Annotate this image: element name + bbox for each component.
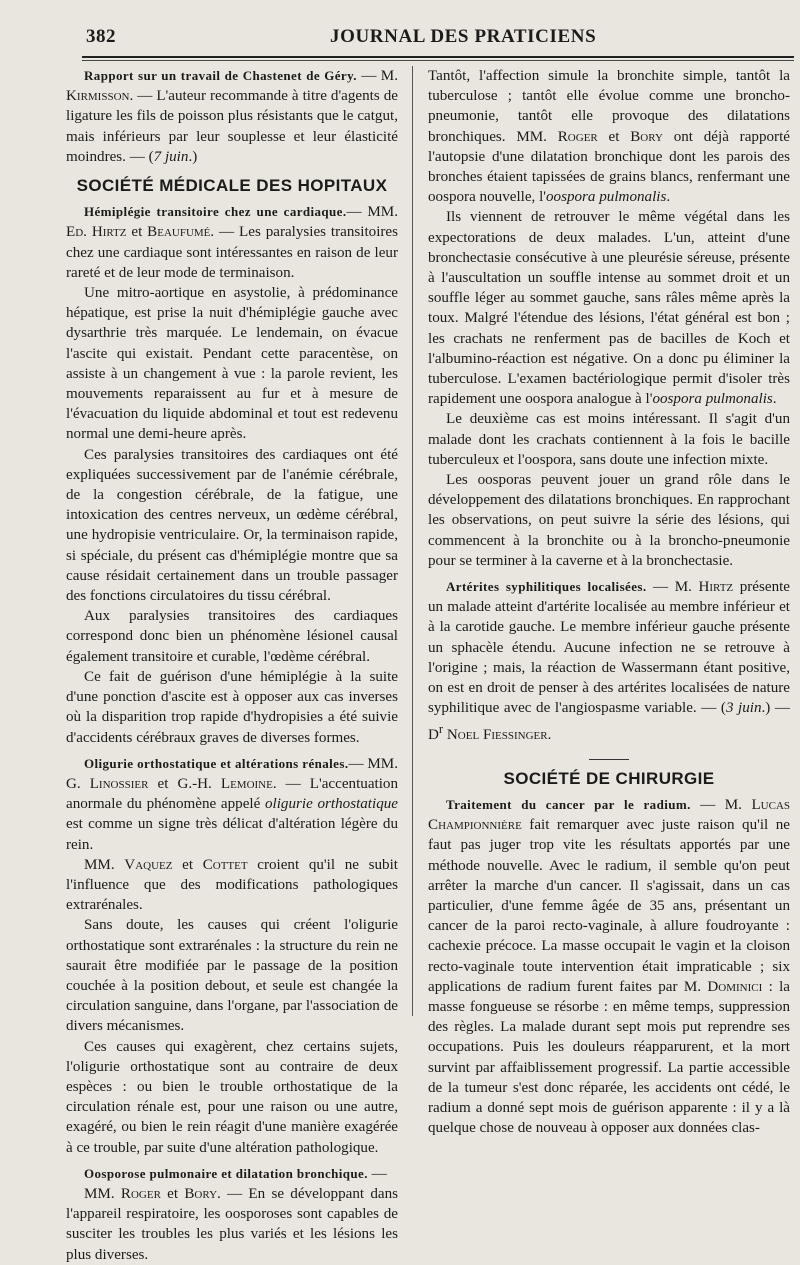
paragraph: Ce fait de guérison d'une hémiplégie à la suite d'une ponction d'ascite est à opposer aux cas inverses où la disparition trop rapide d'hydropisies a été suivie d'accidents cérébraux graves de diverses formes. <box>66 668 398 746</box>
text-span: Ils viennent de retrouver le même végétal dans les expectorations de deux malades. L'un, atteint d'une bronchectasie consécutive à une pleurésie séreuse, présente à l'auscultation un souffle intense au sommet droit et un souffle léger au sommet gauche, sans râles même après la toux. Malgré l'étendue des lésions, l'état général est bon ; les crachats ne renferment pas de bacilles de Koch et l'albumino-réaction est négative. On a donc pu éliminer la tuberculose. L'examen bactériologique permit d'isoler très rapidement une oospora analogue à l' <box>428 209 790 408</box>
text-span: .) <box>188 148 198 165</box>
right-column <box>428 66 790 1138</box>
article-title: Traitement du cancer par le radium. <box>446 796 691 812</box>
author-name: Roger <box>120 1185 161 1202</box>
paragraph: Les oosporas peuvent jouer un grand rôle dans le développement des dilatations bronchiques. En rapprochant les observations, on peut suivre la série des lésions, qui commencent à la bronchite ou à la broncho-pneumonie pour se terminer à la caverne et à la bronchectasie. <box>428 472 790 569</box>
paragraph <box>428 66 790 207</box>
article-cancer <box>428 795 790 1138</box>
section-rule <box>589 759 629 760</box>
paragraph <box>66 855 398 916</box>
paragraph: Ces causes qui exagèrent, chez certains sujets, l'oligurie orthostatique sont au contraire de deux espèces : ou bien le trouble orthostatique de la circulation rénale est, pour une raison ou une autre, exagéré, ou bien le rein réagit d'une manière exagérée à ce trouble, par suite d'une altération pathologique. <box>66 1038 398 1156</box>
text-span: . <box>666 189 671 206</box>
author-name: Kirmisson <box>66 88 130 105</box>
article-arterites <box>428 577 790 745</box>
article-oligurie <box>66 754 398 855</box>
text-span: — M. <box>356 68 398 84</box>
article-oosporose <box>66 1164 398 1184</box>
section-heading: SOCIÉTÉ DE CHIRURGIE <box>503 768 715 788</box>
author-name: G.-H. Lemoine <box>177 775 273 792</box>
header-rule <box>82 56 794 58</box>
text-span: et <box>172 856 203 873</box>
italic-term: oospora pulmonalis <box>652 391 773 408</box>
text-span: ont déjà rapporté l'autopsie d'une dilatation bronchique dont les parois des bronches étaient tapissées de grains blancs, renfermant une oospora nouvelle, l' <box>428 128 790 206</box>
author-name: Bory <box>184 1185 218 1202</box>
paragraph: Une mitro-aortique en asystolie, à prédominance hépatique, est prise la nuit d'hémiplégie gauche avec dysarthrie très marquée. Le lendemain, on évacue l'ascite qui existait. Pendant cette paracentèse, on assiste à un changement à vue : la parole revient, les mouvements reparaissent au fur et à mesure de l'évacuation du liquide abdominal et tout est redevenu normal une demi-heure après. <box>66 285 398 443</box>
author-name: Cottet <box>202 856 248 873</box>
article-text: est comme un signe très délicat d'altération légère du rein. <box>66 816 398 853</box>
author-name: Lucas Championnière <box>428 796 790 834</box>
author-name: Vaquez <box>124 856 173 873</box>
text-span: MM. <box>84 1185 121 1202</box>
paragraph: Ces paralysies transitoires des cardiaques ont été expliquées successivement par de l'anémie cérébrale, de la congestion cérébrale, de la fatigue, une intoxication des centres nerveux, un œdème cérébral, une hydropisie ventriculaire. Or, la terminaison rapide, si spéciale, du présent cas d'hémiplégie montre que sa cause résidait certainement dans un trouble passager des fonctions circulatoires du tissu cérébral. <box>66 446 398 605</box>
italic-term: oospora pulmonalis <box>546 189 667 206</box>
article-text: fait remarquer avec juste raison qu'il ne faut pas juger trop vite les résultats apportés par une méthode nouvelle. Avec le radium, il semble qu'on peut arrêter la marche d'un cancer. Il s'agissait, dans un cas particulier, d'une femme âgée de 35 ans, présentant un cancer de la paroi recto-vaginale, à allure foudroyante : cachexie précoce. La masse occupait le vagin et la cloison recto-vaginale toute intervention était impraticable ; six applications de radium furent faites par M. <box>428 817 790 995</box>
article-title: Oosporose pulmonaire et dilatation bronchique. <box>84 1165 368 1181</box>
text-span: . <box>772 391 777 408</box>
section-heading: SOCIÉTÉ MÉDICALE DES HOPITAUX <box>76 176 388 196</box>
text-span: — MM. <box>348 755 398 772</box>
text-span: — MM. <box>346 204 399 221</box>
paragraph: Sans doute, les causes qui créent l'oligurie orthostatique sont extrarénales : la structure du rein ne saurait être modifiée par le passage de la position couchée à la position debout, et seule est changée la circulation sanguine, dans l'organe, par l'association de divers mécanismes. <box>66 917 398 1035</box>
article-rapport <box>66 66 398 167</box>
author-name: Beaufumé <box>147 224 211 241</box>
journal-title: JOURNAL DES PRATICIENS <box>330 26 597 47</box>
spacer <box>428 745 790 759</box>
text-span: et <box>126 224 148 241</box>
text-span: et <box>597 128 631 145</box>
paragraph <box>66 1184 398 1265</box>
text-span: . <box>547 726 552 743</box>
article-date: 3 juin <box>725 700 762 717</box>
article-text: . — L'accentuation anormale du phénomène appelé <box>66 775 398 813</box>
author-name: Ed. Hirtz <box>66 224 127 241</box>
italic-term: oligurie orthostatique <box>265 796 398 813</box>
article-title: Oligurie orthostatique et altérations rénales. <box>84 755 349 771</box>
article-title: Rapport sur un travail de Chastenet de Géry. <box>84 68 357 83</box>
text-span: et <box>160 1185 185 1202</box>
text-span: MM. <box>84 856 125 873</box>
article-title: Artérites syphilitiques localisées. <box>446 579 647 595</box>
column-divider <box>412 66 413 1016</box>
paragraph: Le deuxième cas est moins intéressant. Il s'agit d'un malade dont les crachats contiennent à la fois le bacille tuberculeux et l'oospora, sans doute une infection mixte. <box>428 411 790 468</box>
article-date: 7 juin <box>153 148 189 165</box>
author-name: G. Linossier <box>66 775 149 792</box>
left-column <box>66 66 398 1265</box>
author-name: Dominici <box>707 978 763 995</box>
article-text: présente un malade atteint d'artérite localisée au membre inférieur et à la carotide gauche. Le membre inférieur gauche présente un sphacèle étendu. Aucune infection ne se retrouve à l'origine ; mais, la réaction de Wassermann étant positive, on est en droit de penser à des artérites localisées de nature syphilitique avec de l'angiospasme variable. — ( <box>428 579 791 717</box>
text-span: — <box>367 1165 387 1182</box>
signer-name: Noel Fiessinger <box>446 726 548 743</box>
paragraph <box>428 207 790 409</box>
article-text: . — L'auteur recommande à titre d'agents de ligature les fils de poisson plus résistants que le catgut, mais inférieurs par leur souplesse et leur élasticité moindres. — ( <box>66 88 398 165</box>
author-name: Bory <box>630 128 663 145</box>
text-span: . — En se développant dans l'appareil respiratoire, les oosporoses sont capables de susciter les troubles les plus variés et les lésions les plus diverses. <box>66 1185 398 1263</box>
paragraph: Aux paralysies transitoires des cardiaques correspond donc bien un phénomène lésionel causal également transitoire et curable, l'œdème cérébral. <box>66 608 398 665</box>
text-span: et <box>148 775 178 792</box>
page-header <box>0 26 800 56</box>
author-name: Hirtz <box>698 579 734 596</box>
text-span: — M. <box>646 579 699 596</box>
text-span: croient qu'il ne subit l'influence que des modifications pathologiques extrarénales. <box>66 856 398 914</box>
author-name: Roger <box>557 128 598 145</box>
article-title: Hémiplégie transitoire chez une cardiaque. <box>84 204 347 220</box>
page-number: 382 <box>86 26 116 47</box>
article-text: . — Les paralysies transitoires chez une cardiaque sont intéressantes en raison de leur rareté et de leur mode de terminaison. <box>66 224 398 281</box>
text-span: Tantôt, l'affection simule la bronchite simple, tantôt la tuberculose ; tantôt elle évolue comme une broncho-pneumonie, tantôt elle provoque des dilatations bronchiques. MM. <box>428 68 790 145</box>
superscript: r <box>438 721 444 736</box>
text-span: — M. <box>690 796 752 813</box>
text-span: .) — D <box>428 700 790 743</box>
header-rule-thin <box>82 60 794 61</box>
article-text: : la masse fongueuse se résorbe : en même temps, suppression des règles. La malade durant sept mois put reprendre ses occupations. Puis les douleurs réapparurent, et la mort survint par affaiblissement progressif. La partie accessible de la tumeur s'est donc réparée, les accidents ont cédé, le radium a donné sept mois de guérison apparente : il y a là quelque chose de nouveau à opposer aux données clas- <box>428 978 790 1137</box>
article-hemiplegie <box>66 202 398 283</box>
